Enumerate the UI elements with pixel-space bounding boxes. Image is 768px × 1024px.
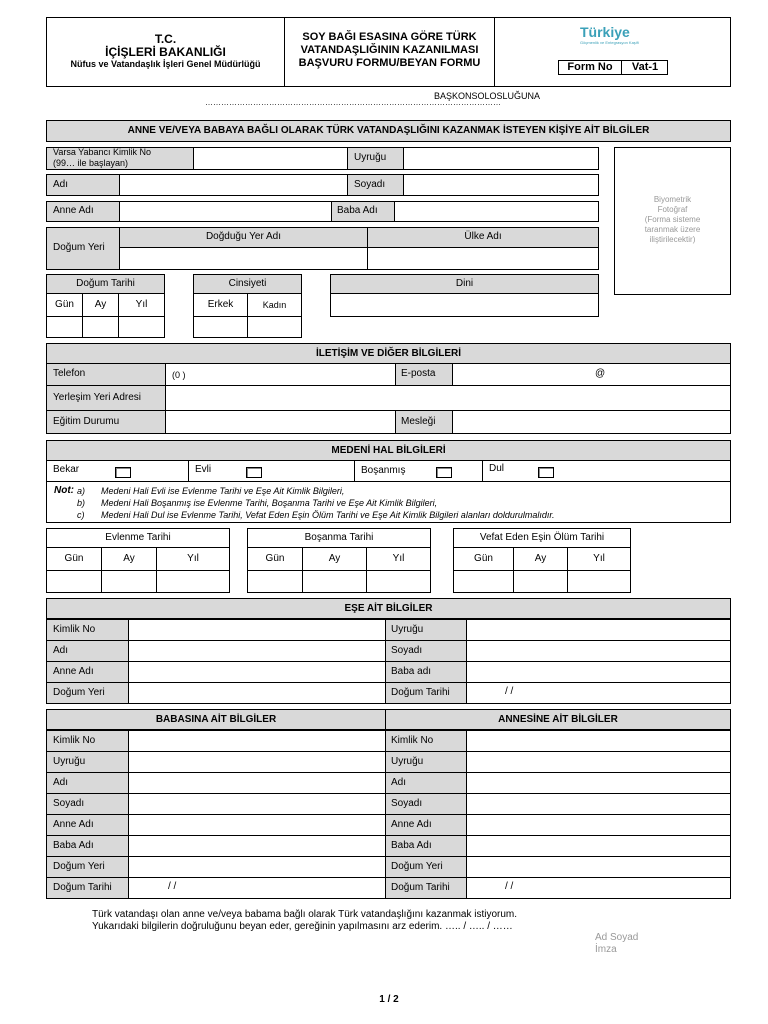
death-year-label: Yıl	[593, 553, 605, 564]
marriage-year-label: Yıl	[187, 553, 199, 564]
father-row-label: Doğum Tarihi	[53, 882, 112, 893]
spouse-birth-date-placeholder: / /	[505, 686, 514, 697]
spouse-right-label: Baba adı	[391, 666, 432, 677]
signature-name-label: Ad Soyad	[595, 932, 639, 943]
marriage-year-input[interactable]	[156, 570, 230, 593]
father-row-input[interactable]	[128, 835, 386, 857]
female-input[interactable]	[247, 316, 302, 338]
divorce-year-label: Yıl	[392, 553, 405, 564]
married-label: Evli	[195, 464, 212, 475]
note-c-letter: c)	[77, 510, 85, 520]
father-row-input[interactable]	[128, 814, 386, 836]
photo-line-3: (Forma sisteme	[644, 215, 701, 224]
section2-title: İLETİŞİM VE DİĞER BİLGİLERİ	[46, 343, 731, 364]
divorced-checkbox[interactable]	[436, 467, 452, 478]
declaration-line-2: Yukarıdaki bilgilerin doğruluğunu beyan eder, gereğinin yapılmasını arz ederim. ….. / ….. / ……	[92, 921, 513, 932]
signature-label: İmza	[595, 944, 617, 955]
spouse-left-input[interactable]	[128, 619, 386, 641]
spouse-left-input[interactable]	[128, 640, 386, 662]
note-a-letter: a)	[77, 486, 86, 496]
photo-line-5: iliştirilecektir)	[649, 235, 696, 244]
header-directorate: Nüfus ve Vatandaşlık İşleri Genel Müdürlüğü	[70, 59, 261, 69]
consulate-dots: …………………………………………………………………………………………………	[205, 98, 501, 107]
marital-divider-2	[354, 460, 355, 482]
profession-label: Mesleği	[401, 416, 436, 427]
form-title-line-3: BAŞVURU FORMU/BEYAN FORMU	[298, 57, 481, 69]
spouse-left-input[interactable]	[128, 661, 386, 683]
section4-title: EŞE AİT BİLGİLER	[46, 598, 731, 619]
phone-hint: (0 )	[172, 370, 186, 380]
note-b-letter: b)	[77, 498, 86, 508]
header-divider-2	[494, 17, 495, 87]
male-input[interactable]	[193, 316, 248, 338]
spouse-left-label: Doğum Yeri	[53, 687, 105, 698]
country-name-label: Ülke Adı	[464, 231, 502, 242]
mother-row-input[interactable]	[466, 814, 731, 836]
country-name-input[interactable]	[367, 247, 599, 270]
religion-input[interactable]	[330, 293, 599, 317]
spouse-right-label: Soyadı	[391, 645, 423, 656]
logo-text: Türkiye	[580, 24, 630, 40]
birth-place-name-input[interactable]	[119, 247, 368, 270]
birth-month-label: Ay	[94, 299, 107, 310]
father-row-input[interactable]	[128, 877, 386, 899]
form-no-label: Form No	[567, 61, 613, 73]
father-name-input[interactable]	[394, 201, 599, 222]
divorce-year-input[interactable]	[366, 570, 431, 593]
mother-row-label: Uyruğu	[391, 756, 424, 767]
name-input[interactable]	[119, 174, 348, 196]
death-month-input[interactable]	[513, 570, 568, 593]
email-at: @	[595, 368, 606, 379]
spouse-right-label: Doğum Tarihi	[391, 687, 450, 698]
mother-row-input[interactable]	[466, 856, 731, 878]
form-title-line-1: SOY BAĞI ESASINA GÖRE TÜRK	[302, 31, 477, 43]
father-row-label: Soyadı	[53, 798, 85, 809]
marital-divider-1	[188, 460, 189, 482]
mother-row-label: Doğum Yeri	[391, 861, 443, 872]
birth-place-label: Doğum Yeri	[53, 242, 105, 253]
divorce-day-input[interactable]	[247, 570, 303, 593]
married-checkbox[interactable]	[246, 467, 262, 478]
spouse-left-label: Kimlik No	[53, 624, 96, 635]
father-section-title: BABASINA AİT BİLGİLER	[46, 709, 386, 730]
note-b-text: Medeni Hali Boşanmış ise Evlenme Tarihi, Boşanma Tarihi ve Eşe Ait Kimlik Bilgileri,	[101, 498, 438, 508]
note-c-text: Medeni Hali Dul ise Evlenme Tarihi, Vefat Eden Eşin Ölüm Tarihi ve Eşe Ait Kimlik Bilgileri alanları doldurulmalıdır.	[101, 510, 555, 520]
female-label: Kadın	[262, 300, 287, 310]
photo-line-1: Biyometrik	[653, 195, 692, 204]
birth-day-label: Gün	[55, 299, 74, 310]
mother-row-input[interactable]	[466, 835, 731, 857]
note-label: Not:	[54, 485, 74, 496]
section3-title: MEDENİ HAL BİLGİLERİ	[46, 440, 731, 461]
father-row-input[interactable]	[128, 751, 386, 773]
marriage-month-input[interactable]	[101, 570, 157, 593]
widowed-checkbox[interactable]	[538, 467, 554, 478]
foreign-id-label-1: Varsa Yabancı Kimlik No	[53, 147, 152, 157]
note-a-text: Medeni Hali Evli ise Evlenme Tarihi ve Eşe Ait Kimlik Bilgileri,	[101, 486, 345, 496]
death-date-label: Vefat Eden Eşin Ölüm Tarihi	[479, 532, 605, 543]
turkiye-logo	[580, 24, 660, 56]
mother-row-label: Adı	[391, 777, 407, 788]
declaration-line-1: Türk vatandaşı olan anne ve/veya babama bağlı olarak Türk vatandaşlığını kazanmak istiyorum.	[92, 909, 518, 920]
father-row-input[interactable]	[128, 793, 386, 815]
phone-label: Telefon	[53, 368, 86, 379]
mother-name-input[interactable]	[119, 201, 332, 222]
father-birth-date-placeholder: / /	[168, 881, 177, 892]
mother-row-input[interactable]	[466, 730, 731, 752]
death-month-label: Ay	[534, 553, 547, 564]
single-checkbox[interactable]	[115, 467, 131, 478]
address-label: Yerleşim Yeri Adresi	[53, 392, 142, 403]
religion-label: Dini	[455, 278, 474, 289]
photo-line-4: taranmak üzere	[644, 225, 701, 234]
form-title-line-2: VATANDAŞLIĞININ KAZANILMASI	[300, 44, 479, 56]
surname-label: Soyadı	[354, 179, 386, 190]
marriage-day-input[interactable]	[46, 570, 102, 593]
spouse-right-input[interactable]	[466, 640, 731, 662]
mother-row-label: Soyadı	[391, 798, 423, 809]
father-row-label: Uyruğu	[53, 756, 86, 767]
mother-row-label: Kimlik No	[391, 735, 434, 746]
page-number: 1 / 2	[379, 994, 399, 1005]
mother-section-title: ANNESİNE AİT BİLGİLER	[385, 709, 731, 730]
birth-month-input[interactable]	[82, 316, 119, 338]
father-row-label: Adı	[53, 777, 69, 788]
phone-input[interactable]	[165, 363, 396, 386]
single-label: Bekar	[53, 464, 80, 475]
birth-year-label: Yıl	[135, 299, 148, 310]
education-input[interactable]	[165, 410, 396, 434]
section1-title: ANNE VE/VEYA BABAYA BAĞLI OLARAK TÜRK VATANDAŞLIĞINI KAZANMAK İSTEYEN KİŞİYE AİT BİLGİLER	[46, 120, 731, 142]
divorced-label: Boşanmış	[361, 465, 406, 476]
divorce-month-label: Ay	[328, 553, 341, 564]
spouse-right-input[interactable]	[466, 619, 731, 641]
gender-label: Cinsiyeti	[228, 278, 267, 289]
mother-row-input[interactable]	[466, 793, 731, 815]
divorce-date-label: Boşanma Tarihi	[304, 532, 374, 543]
mother-row-input[interactable]	[466, 772, 731, 794]
divorce-day-label: Gün	[265, 553, 285, 564]
mother-row-label: Baba Adı	[391, 840, 432, 851]
male-label: Erkek	[207, 299, 234, 310]
father-row-label: Doğum Yeri	[53, 861, 105, 872]
marriage-day-label: Gün	[64, 553, 84, 564]
father-row-input[interactable]	[128, 730, 386, 752]
birth-day-input[interactable]	[46, 316, 83, 338]
mother-birth-date-placeholder: / /	[505, 881, 514, 892]
father-row-label: Kimlik No	[53, 735, 96, 746]
widowed-label: Dul	[489, 463, 505, 474]
email-input[interactable]	[452, 363, 731, 386]
divorce-month-input[interactable]	[302, 570, 367, 593]
header-tc: T.C.	[154, 32, 177, 46]
spouse-left-label: Anne Adı	[53, 666, 94, 677]
nationality-input[interactable]	[403, 147, 599, 170]
marriage-month-label: Ay	[123, 553, 135, 564]
marriage-date-label: Evlenme Tarihi	[105, 532, 171, 543]
spouse-right-input[interactable]	[466, 661, 731, 683]
mother-name-label: Anne Adı	[53, 205, 94, 216]
mother-row-label: Doğum Tarihi	[391, 882, 450, 893]
father-row-input[interactable]	[128, 856, 386, 878]
mother-row-input[interactable]	[466, 751, 731, 773]
father-name-label: Baba Adı	[337, 205, 378, 216]
profession-input[interactable]	[452, 410, 731, 434]
photo-line-2: Fotoğraf	[657, 205, 688, 214]
foreign-id-input[interactable]	[193, 147, 348, 170]
death-year-input[interactable]	[567, 570, 631, 593]
father-row-label: Baba Adı	[53, 840, 94, 851]
spouse-left-input[interactable]	[128, 682, 386, 704]
email-label: E-posta	[401, 368, 436, 379]
birth-date-label: Doğum Tarihi	[76, 278, 135, 289]
logo-subtext: Göçmenlik ve Entegrasyon Kaşifi	[580, 40, 639, 45]
father-row-input[interactable]	[128, 772, 386, 794]
birth-place-name-label: Doğduğu Yer Adı	[205, 231, 282, 242]
consulate-label: BAŞKONSOLOSLUĞUNA	[434, 91, 541, 101]
death-day-label: Gün	[474, 553, 493, 564]
foreign-id-label-2: (99… ile başlayan)	[53, 158, 129, 168]
address-input[interactable]	[165, 385, 731, 411]
form-no-value: Vat-1	[631, 61, 659, 73]
nationality-label: Uyruğu	[354, 152, 387, 163]
spouse-right-label: Uyruğu	[391, 624, 424, 635]
header-ministry: İÇİŞLERİ BAKANLIĞI	[105, 45, 226, 59]
father-row-label: Anne Adı	[53, 819, 94, 830]
marital-divider-3	[482, 460, 483, 482]
education-label: Eğitim Durumu	[53, 416, 120, 427]
name-label: Adı	[53, 179, 69, 190]
spouse-left-label: Adı	[53, 645, 69, 656]
mother-row-label: Anne Adı	[391, 819, 432, 830]
death-day-input[interactable]	[453, 570, 514, 593]
surname-input[interactable]	[403, 174, 599, 196]
birth-year-input[interactable]	[118, 316, 165, 338]
